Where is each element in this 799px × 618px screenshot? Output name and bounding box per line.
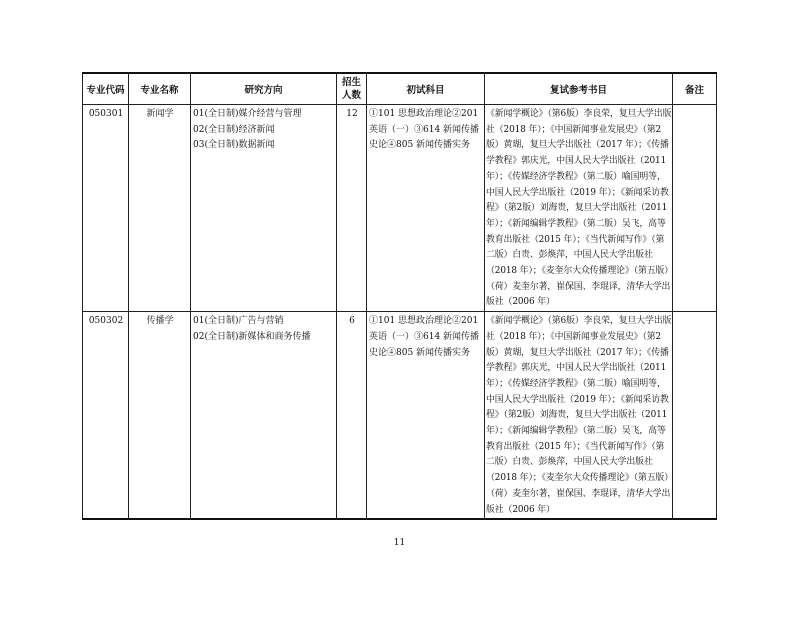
enroll-count: 6 [337, 312, 367, 520]
header-name: 专业名称 [129, 73, 191, 105]
header-enroll [337, 73, 367, 105]
remark [673, 105, 717, 312]
reference-books: 《新闻学概论》（第6版）李良荣，复旦大学出版社（2018 年）；《中国新闻事业发展史》（第2版）黄瑚，复旦大学出版社（2017 年）；《传播学教程》郭庆光，中国人民大学出版社（2011 年）；《传媒经济学教程》（第二版）喻国明等，中国人民大学出版社（2019 年）；《新闻采访教程》（第2版）刘海贵，复旦大学出版社（2011 年）；《新闻编辑学教程》（第二版）吴飞，高等教育出版社（2015 年）；《当代新闻写作》（第二版）白贵、彭焕萍，中国人民大学出版社（2018 年）；《麦奎尔大众传播理论》（第五版）（荷）麦奎尔著，崔保国、李琨译，清华大学出版社（2006 年） [485, 312, 673, 520]
research-directions [191, 105, 337, 312]
header-enroll-line1: 招生 [341, 77, 361, 88]
research-directions [191, 312, 337, 520]
header-enroll-line2: 人数 [341, 90, 361, 101]
program-name: 传播学 [129, 312, 191, 520]
direction-item: 02(全日制)经济新闻 [193, 124, 275, 135]
table-row [83, 312, 717, 520]
header-direction: 研究方向 [191, 73, 337, 105]
header-remark: 备注 [673, 73, 717, 105]
program-code: 050302 [83, 312, 129, 520]
enroll-count: 12 [337, 105, 367, 312]
program-name: 新闻学 [129, 105, 191, 312]
program-table [82, 72, 717, 520]
table-header-row [83, 73, 717, 105]
remark [673, 312, 717, 520]
table-row [83, 105, 717, 312]
header-exam: 初试科目 [367, 73, 485, 105]
header-reference: 复试参考书目 [485, 73, 673, 105]
page-number: 11 [393, 538, 406, 548]
direction-item: 03(全日制)数据新闻 [193, 140, 275, 151]
header-code: 专业代码 [83, 73, 129, 105]
program-code: 050301 [83, 105, 129, 312]
reference-books: 《新闻学概论》（第6版）李良荣，复旦大学出版社（2018 年）；《中国新闻事业发展史》（第2版）黄瑚，复旦大学出版社（2017 年）；《传播学教程》郭庆光，中国人民大学出版社（2011 年）；《传媒经济学教程》（第二版）喻国明等，中国人民大学出版社（2019 年）；《新闻采访教程》（第2版）刘海贵，复旦大学出版社（2011 年）；《新闻编辑学教程》（第二版）吴飞，高等教育出版社（2015 年）；《当代新闻写作》（第二版）白贵、彭焕萍，中国人民大学出版社（2018 年）；《麦奎尔大众传播理论》（第五版）（荷）麦奎尔著，崔保国、李琨译，清华大学出版社（2006 年） [485, 105, 673, 312]
direction-item: 01(全日制)广告与营销 [193, 316, 284, 327]
direction-item: 02(全日制)新媒体和商务传播 [193, 331, 311, 342]
direction-item: 01(全日制)媒介经营与管理 [193, 109, 302, 119]
exam-subjects: ①101 思想政治理论②201 英语（一）③614 新闻传播史论④805 新闻传播实务 [367, 312, 485, 520]
exam-subjects: ①101 思想政治理论②201 英语（一）③614 新闻传播史论④805 新闻传播实务 [367, 105, 485, 312]
